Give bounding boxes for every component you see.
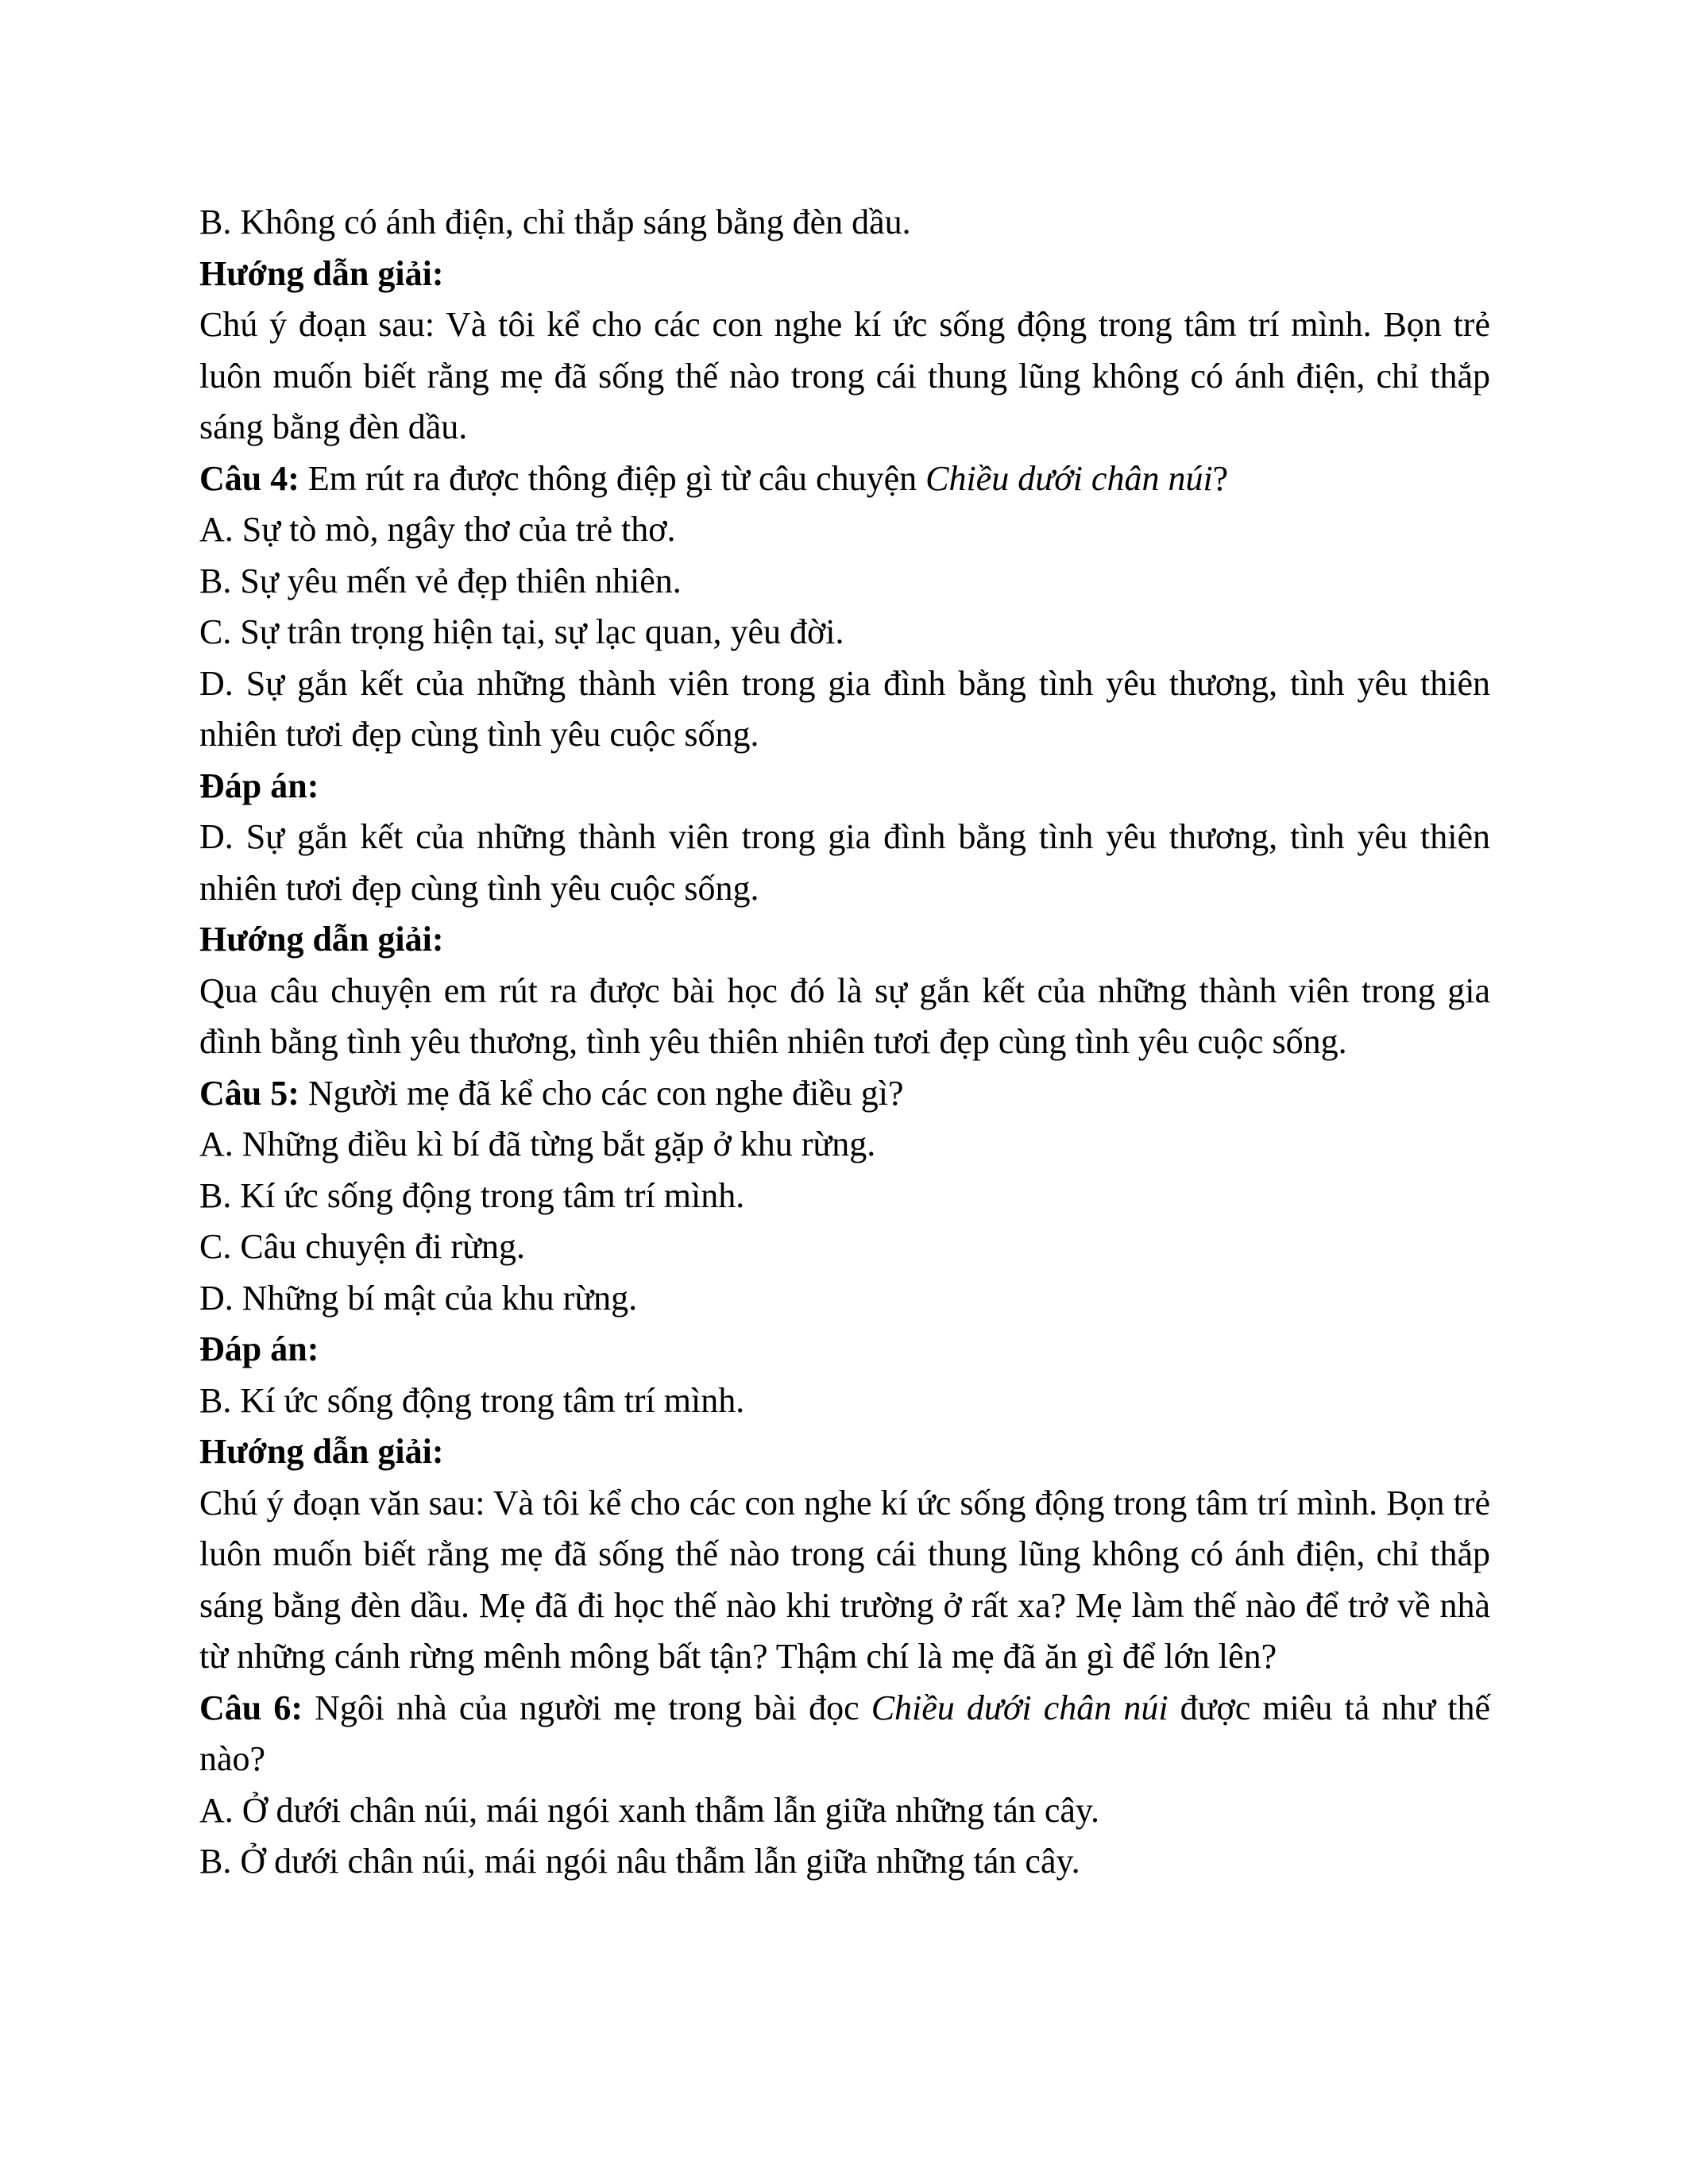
answer-text: D. Sự gắn kết của những thành viên trong gia đình bằng tình yêu thương, tình yêu thiên nhiên tươi đẹp cùng tình yêu cuộc sống. (199, 817, 1490, 908)
question-text-end: được miêu tả như thế nào? (199, 1688, 1491, 1778)
guide-paragraph: Chú ý đoạn văn sau: Và tôi kể cho các con nghe kí ức sống động trong tâm trí mình. Bọn trẻ luôn muốn biết rằng mẹ đã sống thế nào trong cái thung lũng không có ánh điện, chỉ thắp sáng bằng đèn dầu. Mẹ đã đi học thế nào khi trường ở rất xa? Mẹ làm thế nào để trở về nhà từ những cánh rừng mênh mông bất tận? Thậm chí là mẹ đã ăn gì để lớn lên? (199, 1483, 1490, 1676)
option-b-prev: B. Không có ánh điện, chỉ thắp sáng bằng đèn dầu. (199, 203, 911, 241)
story-title: Chiều dưới chân núi (925, 458, 1213, 498)
guide-heading: Hướng dẫn giải: (199, 920, 444, 959)
question-label: Câu 6: (199, 1688, 303, 1727)
option-d: D. Sự gắn kết của những thành viên trong gia đình bằng tình yêu thương, tình yêu thiên nhiên tươi đẹp cùng tình yêu cuộc sống. (199, 663, 1490, 754)
document-page (199, 197, 1490, 1888)
question-text: Ngôi nhà của người mẹ trong bài đọc (303, 1688, 871, 1727)
question-text: Người mẹ đã kể cho các con nghe điều gì? (299, 1073, 904, 1113)
question-text: Em rút ra được thông điệp gì từ câu chuyện (299, 458, 926, 498)
option-a: A. Sự tò mò, ngây thơ của trẻ thơ. (199, 510, 676, 549)
option-b: B. Kí ức sống động trong tâm trí mình. (199, 1175, 745, 1215)
option-c: C. Câu chuyện đi rừng. (199, 1227, 526, 1266)
guide-paragraph: Qua câu chuyện em rút ra được bài học đó là sự gắn kết của những thành viên trong gia đình bằng tình yêu thương, tình yêu thiên nhiên tươi đẹp cùng tình yêu cuộc sống. (199, 970, 1490, 1061)
option-a: A. Những điều kì bí đã từng bắt gặp ở khu rừng. (199, 1125, 876, 1163)
guide-heading: Hướng dẫn giải: (199, 1432, 444, 1471)
option-d: D. Những bí mật của khu rừng. (199, 1278, 638, 1318)
question-4 (199, 453, 1490, 505)
question-label: Câu 5: (199, 1073, 299, 1113)
question-text-end: ? (1212, 458, 1229, 498)
option-b: B. Ở dưới chân núi, mái ngói nâu thẫm lẫn giữa những tán cây. (199, 1842, 1080, 1881)
answer-heading: Đáp án: (199, 1329, 319, 1368)
option-b: B. Sự yêu mến vẻ đẹp thiên nhiên. (199, 561, 682, 600)
option-c: C. Sự trân trọng hiện tại, sự lạc quan, yêu đời. (199, 612, 844, 651)
guide-heading: Hướng dẫn giải: (199, 253, 444, 293)
question-6 (199, 1683, 1490, 1785)
answer-text: B. Kí ức sống động trong tâm trí mình. (199, 1380, 745, 1420)
guide-paragraph: Chú ý đoạn sau: Và tôi kể cho các con nghe kí ức sống động trong tâm trí mình. Bọn trẻ luôn muốn biết rằng mẹ đã sống thế nào trong cái thung lũng không có ánh điện, chỉ thắp sáng bằng đèn dầu. (199, 305, 1490, 446)
story-title: Chiều dưới chân núi (871, 1688, 1168, 1727)
question-label: Câu 4: (199, 458, 299, 498)
answer-heading: Đáp án: (199, 766, 319, 805)
option-a: A. Ở dưới chân núi, mái ngói xanh thẫm lẫn giữa những tán cây. (199, 1790, 1100, 1830)
question-5 (199, 1068, 1490, 1120)
